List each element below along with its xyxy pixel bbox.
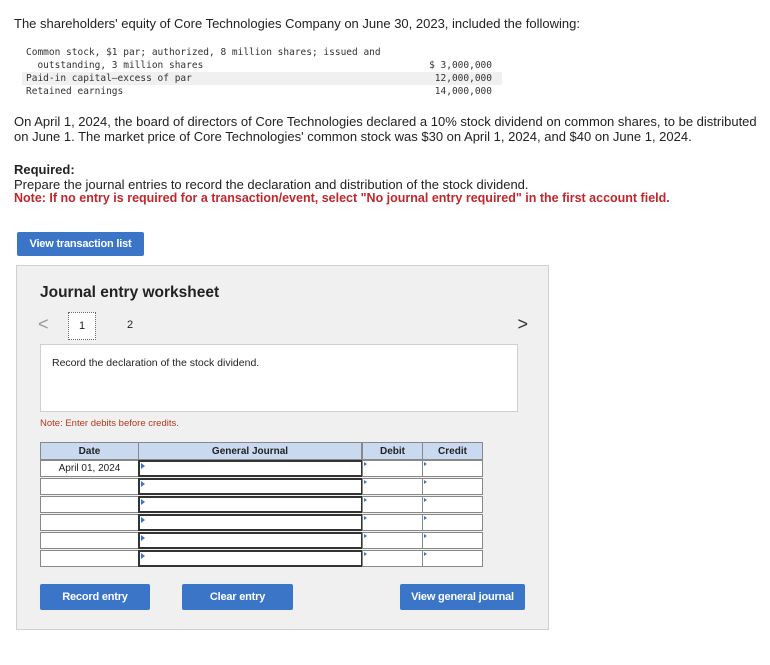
- date-cell[interactable]: [40, 532, 139, 549]
- view-transaction-list-button[interactable]: View transaction list: [17, 232, 144, 256]
- instruction-text: Record the declaration of the stock dividend.: [52, 357, 260, 369]
- problem-paragraph: On April 1, 2024, the board of directors of Core Technologies declared a 10% stock dividend on common shares, to be distributed on June 1. The market price of Core Technologies' common stock was $30 on April 1, 2024, and $40 on June 1, 2024.: [14, 114, 757, 144]
- debit-field[interactable]: [362, 496, 423, 513]
- credit-field[interactable]: [422, 478, 483, 495]
- equity-table: [22, 46, 502, 98]
- column-header-debit: Debit: [362, 442, 423, 460]
- page-tab-2[interactable]: 2: [126, 319, 134, 331]
- required-text: Prepare the journal entries to record the declaration and distribution of the stock dividend.: [14, 177, 529, 192]
- equity-amount: $ 3,000,000: [429, 60, 492, 71]
- debit-field[interactable]: [362, 478, 423, 495]
- worksheet-title: Journal entry worksheet: [40, 284, 220, 301]
- equity-row: [22, 85, 502, 98]
- equity-amount: 14,000,000: [434, 86, 492, 97]
- debit-field[interactable]: [362, 550, 423, 567]
- column-header-general-journal: General Journal: [138, 442, 362, 460]
- record-entry-button[interactable]: Record entry: [40, 584, 150, 610]
- required-heading: Required:: [14, 162, 75, 177]
- debit-field[interactable]: [362, 460, 423, 477]
- view-general-journal-button[interactable]: View general journal: [400, 584, 525, 610]
- clear-entry-button[interactable]: Clear entry: [182, 584, 293, 610]
- date-cell[interactable]: [40, 478, 139, 495]
- account-field[interactable]: [138, 478, 363, 495]
- equity-label: Paid-in capital—excess of par: [26, 73, 192, 84]
- credit-field[interactable]: [422, 496, 483, 513]
- equity-row: [22, 72, 502, 85]
- equity-label: Common stock, $1 par; authorized, 8 million shares; issued and: [26, 47, 381, 58]
- account-field[interactable]: [138, 532, 363, 549]
- chevron-right-icon[interactable]: >: [517, 314, 528, 334]
- account-field[interactable]: [138, 460, 363, 477]
- equity-amount: [492, 46, 502, 59]
- debit-field[interactable]: [362, 532, 423, 549]
- journal-entry-worksheet: [16, 265, 549, 630]
- credit-field[interactable]: [422, 532, 483, 549]
- date-cell[interactable]: April 01, 2024: [40, 460, 139, 477]
- account-field[interactable]: [138, 496, 363, 513]
- equity-label: outstanding, 3 million shares: [26, 60, 204, 71]
- account-field[interactable]: [138, 514, 363, 531]
- debit-field[interactable]: [362, 514, 423, 531]
- date-cell[interactable]: [40, 550, 139, 567]
- required-note: Note: If no entry is required for a transaction/event, select "No journal entry required" in the first account field.: [14, 191, 670, 205]
- date-cell[interactable]: [40, 496, 139, 513]
- credit-field[interactable]: [422, 460, 483, 477]
- equity-row: [22, 59, 502, 72]
- intro-text: The shareholders' equity of Core Technologies Company on June 30, 2023, included the following:: [14, 16, 580, 31]
- account-field[interactable]: [138, 550, 363, 567]
- equity-label: Retained earnings: [26, 86, 124, 97]
- equity-row: [22, 46, 502, 59]
- equity-amount: 12,000,000: [434, 73, 492, 84]
- instruction-box: [40, 344, 518, 412]
- page-tab-1[interactable]: 1: [68, 312, 96, 340]
- chevron-left-icon[interactable]: <: [38, 314, 49, 334]
- column-header-credit: Credit: [422, 442, 483, 460]
- column-header-date: Date: [40, 442, 139, 460]
- debits-note: Note: Enter debits before credits.: [40, 418, 179, 429]
- date-cell[interactable]: [40, 514, 139, 531]
- credit-field[interactable]: [422, 514, 483, 531]
- credit-field[interactable]: [422, 550, 483, 567]
